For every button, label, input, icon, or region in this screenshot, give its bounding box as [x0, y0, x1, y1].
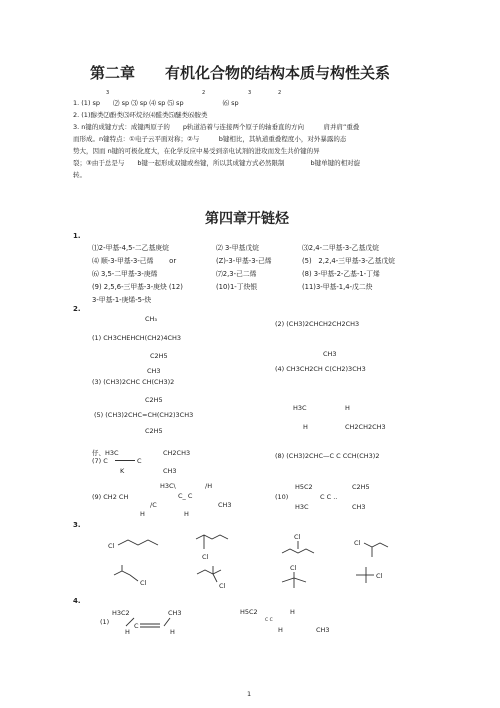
- formula-atom: 仔、H3C: [92, 449, 119, 457]
- chlorine-label: Cl: [354, 539, 361, 547]
- formula-atom: H: [290, 608, 295, 616]
- formula-branch: C2H5: [150, 352, 168, 360]
- formula-atom: /H: [205, 482, 213, 490]
- name-item: ⑴2-甲基-4,5-二乙基庚烷: [92, 244, 169, 252]
- formula-atom: (1): [100, 618, 110, 626]
- skeletal-structure: [278, 531, 322, 563]
- formula-atom: H3C: [295, 503, 309, 511]
- skeletal-structure: [195, 564, 239, 592]
- chlorine-label: Cl: [108, 542, 115, 550]
- skeletal-structure: [108, 535, 168, 559]
- formula-atom: C C: [265, 618, 273, 623]
- formula-atom: CH2CH3: [163, 449, 191, 457]
- answer-3-line: 转。: [73, 171, 86, 179]
- formula-atom: CH3: [316, 626, 330, 634]
- chapter-title: 第二章 有机化合物的结构本质与构性关系: [90, 64, 391, 82]
- name-item: (Z)-3-甲基-3-己烯: [216, 257, 272, 265]
- page-number: 1: [247, 690, 252, 698]
- formula-atom: H3C2: [112, 609, 130, 617]
- formula-atom: C C ..: [320, 493, 338, 501]
- formula-atom: H: [278, 626, 283, 634]
- formula-atom: H: [184, 510, 189, 518]
- answer-1: 1. (1) sp ⑵ sp ⑶ sp ⑷ sp ⑸ sp ⑹ sp: [73, 99, 239, 107]
- formula: (5) (CH3)2CHC=CH(CH2)3CH3: [94, 411, 194, 419]
- name-item: ⑹ 3,5-二甲基-3-庚烯: [92, 270, 158, 278]
- carbon-label: C: [134, 622, 139, 630]
- chlorine-label: Cl: [202, 553, 209, 561]
- superscript: 2: [202, 90, 206, 96]
- formula-atom: H5C2: [295, 483, 313, 491]
- question-number: 4.: [73, 597, 81, 605]
- question-number: 2.: [73, 305, 81, 313]
- formula-atom: H: [140, 510, 145, 518]
- formula-atom: (7) C: [92, 457, 108, 465]
- formula: (2) (CH3)2CHCH2CH2CH3: [275, 320, 360, 328]
- formula-atom: H: [303, 423, 308, 431]
- answer-2: 2. (1)醇类⑵酚类⑶环烷烃⑷醛类⑸醚类⑹胺类: [73, 111, 208, 119]
- formula-atom: CH3: [163, 467, 177, 475]
- formula-branch: C2H5: [145, 427, 163, 435]
- name-item: ⑵ 3-甲基戊烷: [216, 244, 259, 252]
- formula-branch: C2H5: [145, 396, 163, 404]
- formula-atom: H3C: [293, 404, 307, 412]
- formula: (1) CH3CHEHCH(CH2)4CH3: [92, 334, 182, 342]
- name-item: (5) 2,2,4-三甲基-3-乙基戊烷: [302, 257, 395, 265]
- formula-atom: C2H5: [352, 483, 370, 491]
- superscript: 3: [248, 90, 252, 96]
- name-item: 3-甲基-1-庚烯-5-炔: [92, 296, 152, 304]
- question-number: 3.: [73, 521, 81, 529]
- double-bond: [124, 614, 174, 634]
- formula-atom: C: [137, 457, 142, 465]
- formula-branch: CH3: [323, 350, 337, 358]
- bond-line: [115, 460, 135, 461]
- chlorine-label: Cl: [140, 579, 147, 587]
- chlorine-label: Cl: [290, 564, 297, 572]
- formula-atom: C_ C: [178, 492, 193, 500]
- formula-atom: K: [120, 467, 125, 475]
- formula-atom: H: [170, 628, 175, 636]
- superscript: 2: [278, 90, 282, 96]
- skeletal-structure: [112, 565, 156, 589]
- formula-atom: CH3: [218, 501, 232, 509]
- formula-atom: (9) CH2 CH: [92, 493, 129, 501]
- formula-branch: CH₃: [145, 315, 158, 323]
- formula-atom: H: [345, 404, 350, 412]
- formula-atom: (10): [275, 493, 289, 501]
- formula-atom: CH3: [168, 609, 182, 617]
- chlorine-label: Cl: [294, 533, 301, 541]
- formula-atom: CH3: [352, 503, 366, 511]
- chlorine-label: Cl: [376, 572, 383, 580]
- skeletal-structure: [278, 562, 322, 592]
- name-item: ⑺2,3-己二烯: [216, 270, 257, 278]
- name-item: (10)1-丁炔银: [216, 283, 258, 291]
- formula-atom: H: [125, 628, 130, 636]
- formula-atom: H3C\: [160, 482, 176, 490]
- formula-branch: CH3: [147, 367, 161, 375]
- formula: (3) (CH3)2CHC CH(CH3)2: [92, 378, 175, 386]
- answer-3-line: 而形成。n键特点：①电子云平面对称；②与 b键相比，其轨道重叠程度小，对外暴露的态: [73, 135, 347, 143]
- name-item: ⑶2,4-二甲基-3-乙基戊烷: [302, 244, 379, 252]
- formula-atom: CH2CH2CH3: [345, 423, 386, 431]
- answer-3-line: 3. n键的成键方式：成键两原子的 p轨道沿着与连接两个原子的轴垂直的方向 肩并肩”重叠: [73, 123, 360, 131]
- name-item: (11)3-甲基-1,4-戊二炔: [302, 283, 373, 291]
- name-item: (9) 2,5,6-三甲基-3-庚炔 (12): [92, 283, 183, 291]
- formula-atom: H5C2: [240, 608, 258, 616]
- formula: (4) CH3CH2CH C(CH2)3CH3: [275, 365, 366, 373]
- skeletal-structure: [352, 563, 396, 591]
- skeletal-structure: [352, 535, 396, 561]
- name-item: ⑷ 顺-3-甲基-3-己烯 or: [92, 257, 177, 265]
- skeletal-structure: [192, 531, 232, 563]
- superscript: 3: [106, 90, 110, 96]
- answer-3-line: 裂；③由于总是与 b键一起形成双键或叁键，所以其成键方式必然限制 b键单键的相对旋: [73, 159, 361, 167]
- chapter-title: 第四章开链烃: [205, 211, 289, 227]
- chlorine-label: Cl: [219, 582, 226, 590]
- name-item: (8) 3-甲基-2-乙基-1-丁烯: [302, 270, 380, 278]
- question-number: 1.: [73, 232, 81, 240]
- answer-3-line: 势大，因而 n键的可极化度大，在化学反应中易受到亲电试剂的进攻而发生共价键的异: [73, 147, 320, 155]
- formula: (8) (CH3)2CHC—C C CCH(CH3)2: [275, 452, 380, 460]
- formula-atom: /C: [150, 501, 157, 509]
